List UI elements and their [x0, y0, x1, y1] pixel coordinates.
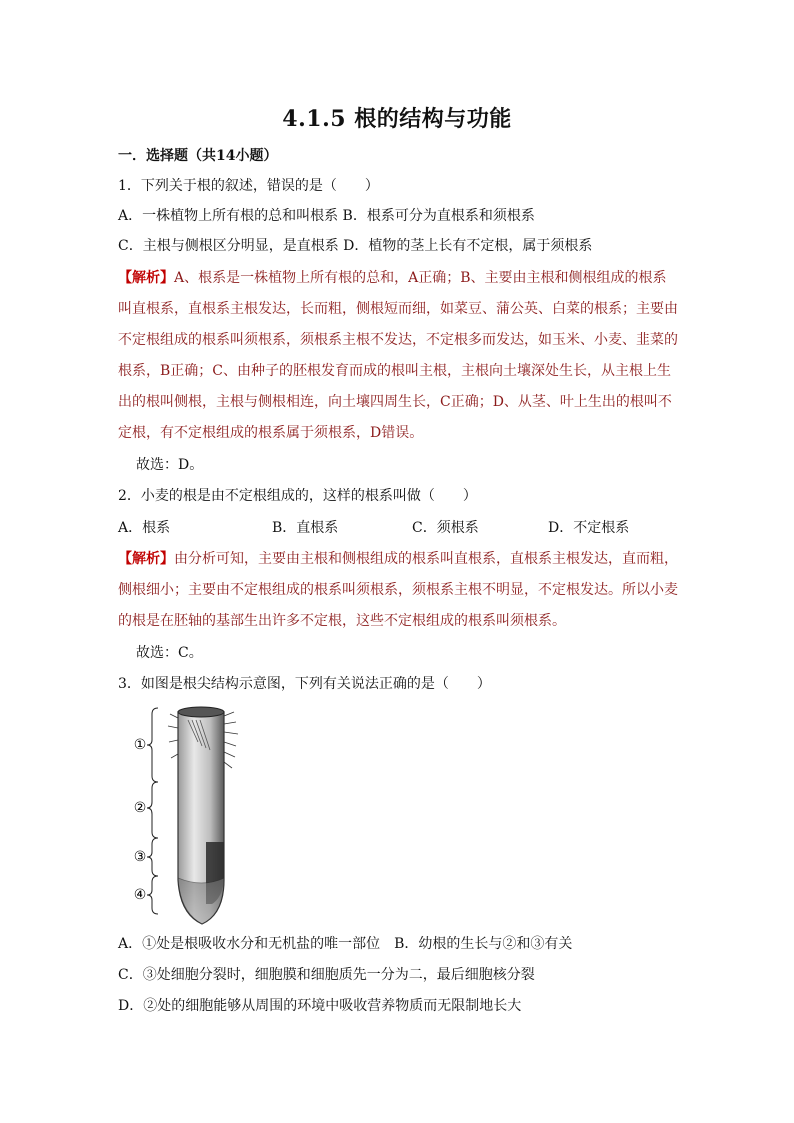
question-3-option-c: C．③处细胞分裂时，细胞膜和细胞质先一分为二，最后细胞核分裂 [118, 967, 535, 983]
zone-label-4: ④ [133, 887, 147, 903]
zone-label-2: ② [133, 800, 147, 816]
zone-label-3: ③ [133, 849, 147, 865]
question-1-analysis-line: 定根，有不定根组成的根系属于须根系，D错误。 [118, 425, 424, 441]
question-2-answer: 故选：C。 [136, 645, 203, 661]
root-top [178, 707, 224, 717]
analysis-text: A、根系是一株植物上所有根的总和，A正确；B、主要由主根和侧根组成的根系 [174, 270, 667, 286]
question-1-analysis-line [118, 268, 678, 288]
question-3-options-ab: A．①处是根吸收水分和无机盐的唯一部位 B．幼根的生长与②和③有关 [118, 936, 573, 952]
question-2-analysis-line [118, 549, 678, 569]
question-2-option-a: A．根系 [118, 520, 171, 536]
question-1-options-cd: C．主根与侧根区分明显，是直根系 D．植物的茎上长有不定根，属于须根系 [118, 238, 593, 254]
question-2-option-b: B．直根系 [272, 520, 339, 536]
section-heading: 一．选择题（共14小题） [118, 148, 278, 164]
question-2-analysis-line: 侧根细小；主要由不定根组成的根系叫须根系，须根系主根不明显，不定根发达。所以小麦 [118, 582, 678, 598]
question-2-option-d: D．不定根系 [548, 520, 630, 536]
question-1-analysis-line: 出的根叫侧根，主根与侧根相连，向土壤四周生长，C正确；D、从茎、叶上生出的根叫不 [118, 394, 672, 410]
question-1-analysis-line: 叫直根系，直根系主根发达，长而粗，侧根短而细，如菜豆、蒲公英、白菜的根系；主要由 [118, 301, 678, 317]
question-2-analysis-line: 的根是在胚轴的基部生出许多不定根，这些不定根组成的根系叫须根系。 [118, 613, 566, 629]
question-2-option-c: C．须根系 [412, 520, 479, 536]
question-1-options-ab: A．一株植物上所有根的总和叫根系 B．根系可分为直根系和须根系 [118, 208, 535, 224]
analysis-text: 由分析可知，主要由主根和侧根组成的根系叫直根系，直根系主根发达，直而粗， [174, 551, 678, 567]
question-2-stem: 2．小麦的根是由不定根组成的，这样的根系叫做（ ） [118, 488, 477, 504]
zone-label-1: ① [133, 737, 147, 753]
root-tip-diagram [126, 702, 266, 927]
question-1-analysis-line: 根系，B正确；C、由种子的胚根发育而成的根叫主根，主根向土壤深处生长，从主根上生 [118, 363, 671, 379]
question-1-answer: 故选：D。 [136, 457, 204, 473]
question-1-stem: 1．下列关于根的叙述，错误的是（ ） [118, 178, 379, 194]
question-3-option-d: D．②处的细胞能够从周围的环境中吸收营养物质而无限制地长大 [118, 998, 522, 1014]
analysis-tag: 【解析】 [118, 270, 174, 286]
question-1-analysis-line: 不定根组成的根系叫须根系，须根系主根不发达，不定根多而发达，如玉米、小麦、韭菜的 [118, 332, 678, 348]
page-title: 4.1.5 根的结构与功能 [282, 106, 512, 132]
analysis-tag: 【解析】 [118, 551, 174, 567]
zone-brackets [147, 708, 158, 914]
question-3-stem: 3．如图是根尖结构示意图，下列有关说法正确的是（ ） [118, 676, 491, 692]
root-cap [178, 878, 224, 924]
